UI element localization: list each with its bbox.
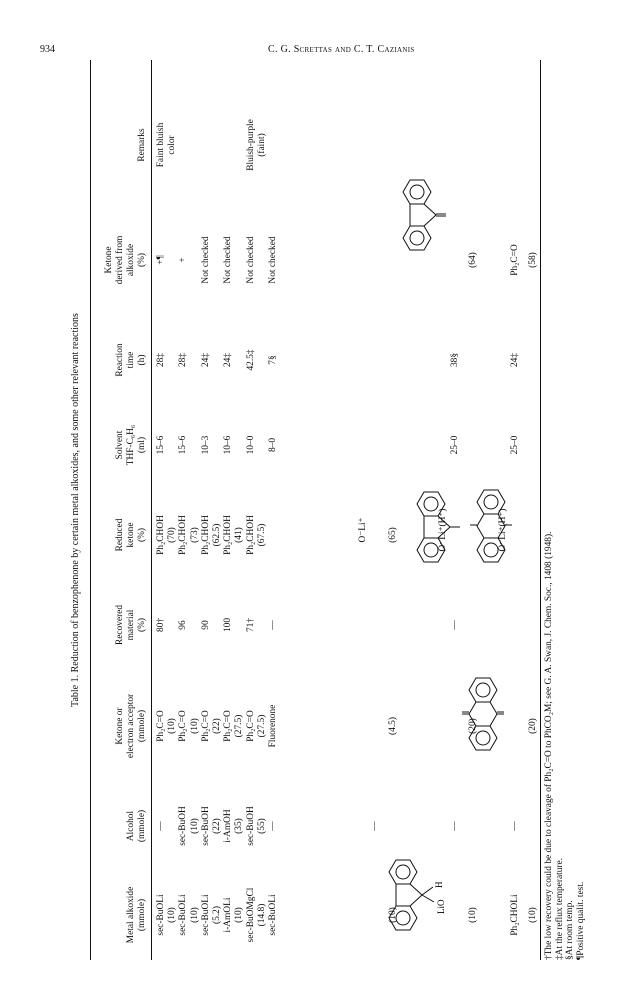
column-header-line: (%): [137, 527, 148, 543]
table-cell: (67.5): [256, 523, 267, 547]
table-cell: (62.5): [212, 523, 222, 547]
table-cell: +: [178, 257, 189, 263]
table-cell: Not checked: [223, 236, 234, 284]
table-cell: 10–0: [245, 435, 256, 455]
column-header-line: (%): [137, 252, 148, 268]
table-cell: 15–6: [156, 435, 166, 455]
ketyl-counterion-label: O⁻Li⁺(H⁺): [438, 508, 448, 552]
struct-amount-reduced_amt: (65): [388, 527, 398, 543]
struct-amount-acceptor_amt: (20): [528, 718, 538, 734]
table-1: [60, 60, 586, 960]
struct-cell-ketone: Ph₂C=O: [510, 244, 520, 276]
column-header-line: THF-C₆H₆: [126, 424, 137, 466]
table-cell: sec-BuOLi: [178, 894, 189, 936]
column-header-line: Metal alkoxide: [126, 886, 136, 944]
column-header-line: time: [126, 351, 137, 369]
fluorenol-lithium-structure: [378, 850, 458, 940]
table-cell: Ph₂C=O: [156, 710, 166, 742]
struct-cell-time: 24‡: [510, 352, 520, 368]
rotated-table-region: [60, 0, 586, 1008]
table-cell: (14.8): [256, 903, 267, 927]
table-caption: Table 1. Reduction of benzophenone by certain metal alkoxides, and some other relevant reactions: [70, 313, 81, 707]
column-header-line: Alcohol: [126, 810, 136, 842]
table-cell: Ph₂CHOH: [223, 515, 234, 555]
column-header-line: electron acceptor: [126, 693, 137, 759]
table-cell: (10): [189, 818, 200, 834]
table-cell: Bluish-purple: [245, 119, 256, 171]
column-header: [126, 870, 148, 960]
footnote: ‡At the reflux temperature.: [554, 857, 565, 960]
column-header: [137, 90, 148, 200]
table-cell: Ph₂CHOH: [156, 515, 166, 555]
table-cell: sec-BuOH: [200, 806, 211, 846]
table-cell: (10): [189, 718, 200, 734]
column-header: [115, 670, 148, 782]
column-header: [115, 490, 148, 580]
struct-cell-alcohol: —: [450, 821, 460, 831]
table-cell: sec-BuOH: [178, 806, 189, 846]
struct-cell-recovered: —: [450, 620, 460, 630]
column-header-line: ketone: [126, 522, 137, 548]
table-cell: sec-BuOLi: [200, 894, 211, 936]
table-cell: (10): [189, 907, 200, 923]
table-cell: 28‡: [178, 352, 189, 368]
column-header-line: material: [126, 609, 137, 641]
column-header-line: Ketone or: [115, 707, 125, 745]
struct-cell-time: 38§: [450, 352, 460, 368]
table-cell: 15–6: [178, 435, 189, 455]
struct-amount-ketone_amt: (64): [468, 252, 478, 268]
column-header-line: (mmole): [137, 898, 148, 932]
table-cell: sec-BuOLi: [156, 894, 166, 936]
column-header: [115, 580, 148, 670]
anthraquinone-structure-1: [460, 650, 520, 760]
running-header-authors: C. G. Screttas and C. T. Cazianis: [268, 44, 415, 55]
table-cell: 90: [200, 620, 211, 630]
table-cell: sec-BuOH: [245, 806, 256, 846]
table-cell: (27.5): [234, 714, 245, 738]
h-label: H: [434, 881, 444, 888]
table-cell: (73): [189, 527, 200, 543]
column-header-line: alkoxide: [126, 243, 137, 277]
table-cell: (70): [167, 527, 178, 543]
table-cell: 8–0: [268, 437, 278, 453]
column-header: [115, 320, 148, 400]
column-header: [115, 400, 148, 490]
rule-header: [151, 60, 152, 960]
struct-amount-alkoxide_amt: (10): [528, 907, 538, 923]
struct-amount-acceptor_amt: (4.5): [388, 717, 398, 735]
table-cell: Ph₂C=O: [178, 710, 189, 742]
table-cell: +¶: [156, 255, 166, 265]
lio-label: LiO: [436, 899, 446, 914]
table-cell: (5.2): [212, 906, 222, 924]
rule-top: [90, 60, 91, 960]
table-cell: Ph₂C=O: [223, 710, 234, 742]
table-cell: —: [268, 620, 278, 630]
ketyl-counterion-label: O⁻Li⁺(H⁺): [498, 508, 508, 552]
table-cell: color: [167, 135, 178, 155]
column-header-line: Solvent: [115, 430, 125, 460]
table-cell: 28‡: [156, 352, 166, 368]
table-cell: Ph₂C=O: [200, 710, 211, 742]
table-cell: 10–3: [200, 435, 211, 455]
table-cell: 42.5‡: [245, 349, 256, 371]
fluorenone-structure: [396, 170, 456, 260]
table-cell: (55): [256, 818, 267, 834]
table-cell: (22): [212, 718, 222, 734]
ketyl-counterion-label: O⁻Li⁺: [358, 517, 368, 543]
anthracenone-ketyl-structure: [468, 462, 528, 572]
table-cell: 71†: [245, 617, 256, 633]
struct-cell-solvent: 25–0: [450, 435, 460, 455]
table-cell: (faint): [256, 133, 267, 157]
table-cell: Fluorenone: [268, 704, 278, 748]
footnote: ¶Positive qualit. test.: [575, 881, 586, 960]
struct-cell-alcohol: —: [370, 821, 380, 831]
table-cell: Ph₂C=O: [245, 710, 256, 742]
table-cell: Not checked: [200, 236, 211, 284]
table-cell: Ph₂CHOH: [245, 515, 256, 555]
table-cell: Not checked: [245, 236, 256, 284]
table-cell: Faint bluish: [156, 122, 166, 168]
table-cell: Not checked: [268, 236, 278, 284]
column-header-line: Recovered: [115, 604, 125, 646]
column-header-line: (h): [137, 354, 148, 366]
table-cell: sec-BuOLi: [268, 894, 278, 936]
table-cell: —: [156, 821, 166, 831]
column-header-line: derived from: [115, 235, 126, 285]
table-cell: 80†: [156, 617, 166, 633]
column-header-line: Reaction: [115, 343, 125, 377]
table-cell: —: [268, 821, 278, 831]
column-header-line: (ml): [137, 436, 148, 454]
fluorenone-ketyl-structure: [410, 482, 470, 572]
table-cell: Ph₂CHOH: [178, 515, 189, 555]
table-cell: sec-BuOMgCl: [245, 887, 256, 943]
rule-bottom: [540, 60, 541, 960]
table-cell: 7§: [268, 355, 278, 365]
column-header-line: (%): [137, 617, 148, 633]
table-cell: (27.5): [256, 714, 267, 738]
page-number: 934: [40, 44, 55, 55]
table-cell: (22): [212, 818, 222, 834]
column-header-line: Reduced: [115, 518, 125, 552]
table-cell: Ph₂CHOH: [200, 515, 211, 555]
struct-amount-alkoxide_amt: (10): [468, 907, 478, 923]
column-header-line: Remarks: [137, 128, 147, 162]
table-cell: (10): [167, 907, 178, 923]
table-cell: 100: [223, 617, 234, 633]
table-cell: i-AmOH: [223, 809, 234, 843]
column-header: [126, 782, 148, 870]
table-cell: (41): [234, 527, 245, 543]
table-cell: (10): [167, 718, 178, 734]
footnote: †The low recovery could be due to cleavage of Ph₂C=O to PhCO₂M; see G. A. Swan, J. Chem. Soc., 1408 (1948).: [544, 531, 554, 960]
struct-amount-alkoxide_amt: (10): [388, 907, 398, 923]
column-header-line: (mmole): [137, 709, 148, 743]
struct-amount-acceptor_amt: (20): [468, 718, 478, 734]
table-cell: (10): [234, 907, 245, 923]
struct-cell-solvent: 25–0: [510, 435, 520, 455]
table-cell: 96: [178, 620, 189, 630]
table-cell: 24‡: [223, 352, 234, 368]
struct-cell-alcohol: —: [510, 821, 520, 831]
table-cell: 10–6: [223, 435, 234, 455]
struct-amount-ketone_amt: (58): [528, 252, 538, 268]
struct-cell-alkoxide: Ph₂CHOLi: [510, 894, 520, 936]
column-header-line: Ketone: [104, 246, 114, 274]
column-header-line: (mmole): [137, 809, 148, 843]
table-cell: 24‡: [200, 352, 211, 368]
table-cell: i-AmOLi: [223, 897, 234, 933]
footnote: §At room temp.: [565, 900, 575, 960]
table-cell: (35): [234, 818, 245, 834]
column-header: [104, 200, 148, 320]
